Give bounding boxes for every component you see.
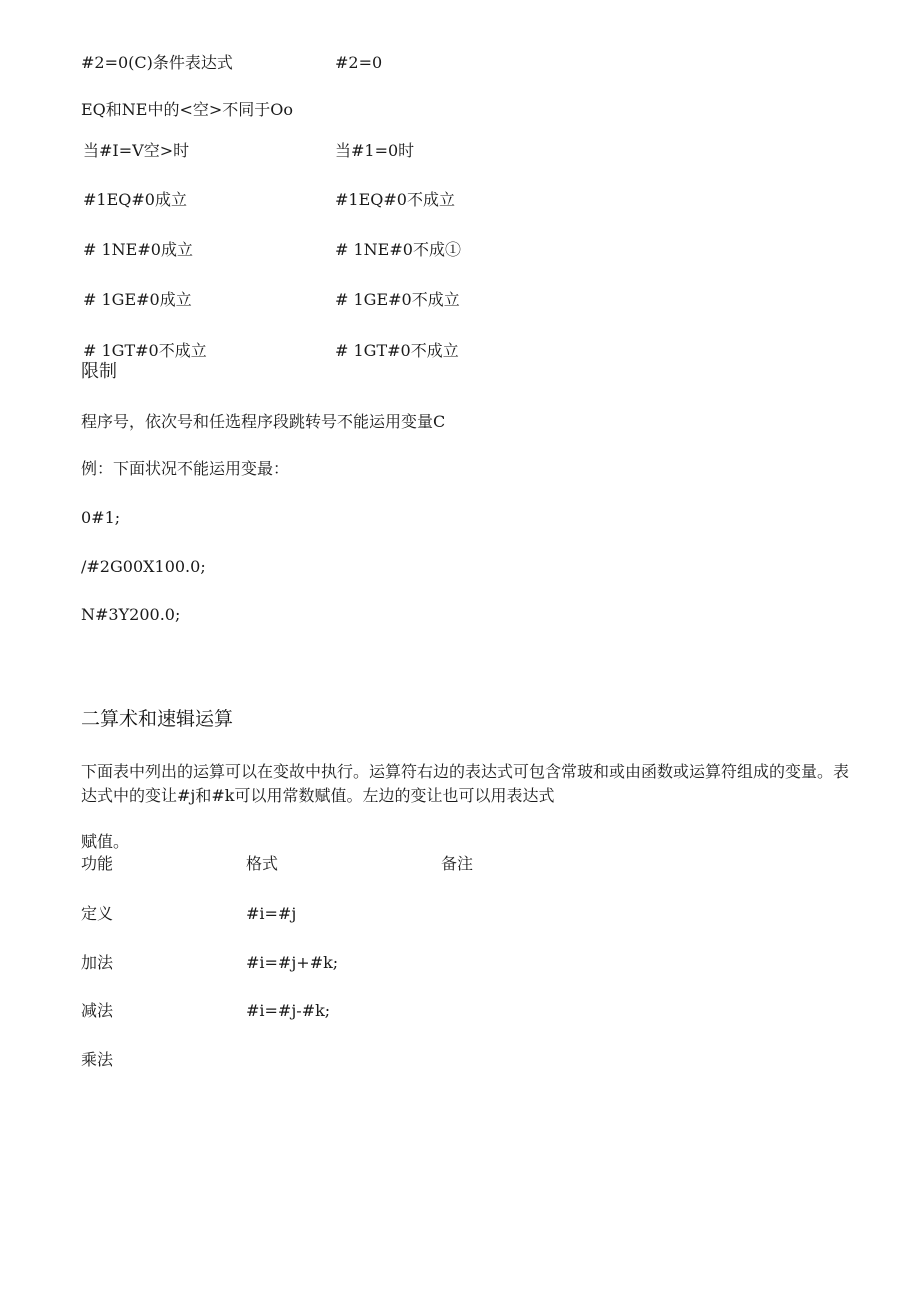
condition-row-left: # 1GT#0不成立 — [83, 341, 207, 360]
condition-row-right: # 1NE#0不成① — [335, 240, 461, 259]
section-heading: 二算术和速辑运算 — [81, 708, 234, 730]
code-line: /#2G00X100.0; — [81, 557, 206, 576]
table-cell-func: 定义 — [81, 904, 114, 923]
condition-row-left: #1EQ#0成立 — [83, 190, 187, 209]
table-cell-format: #i=#j-#k; — [246, 1001, 331, 1020]
condition-line1-left: #2=0(C)条件表达式 — [81, 53, 233, 72]
table-cell-func: 加法 — [81, 953, 114, 972]
table-header-func: 功能 — [81, 854, 114, 873]
condition-line1-right: #2=0 — [335, 53, 383, 72]
table-header-format: 格式 — [246, 854, 279, 873]
limit-desc: 程序号，依次号和任选程序段跳转号不能运用变量C — [81, 412, 446, 431]
condition-row-left: # 1GE#0成立 — [83, 290, 192, 309]
table-cell-format: #i=#j — [246, 904, 297, 923]
code-line: N#3Y200.0; — [81, 605, 181, 624]
condition-head-left: 当#I=V空>时 — [83, 141, 190, 160]
condition-row-right: # 1GT#0不成立 — [335, 341, 459, 360]
section-paragraph-end: 赋值。 — [81, 832, 130, 851]
condition-row-right: #1EQ#0不成立 — [335, 190, 455, 209]
limit-example-intro: 例：下面状况不能运用变最： — [81, 459, 290, 478]
table-header-note: 备注 — [441, 854, 474, 873]
limit-title: 限制 — [81, 361, 117, 382]
table-cell-format: #i=#j+#k; — [246, 953, 339, 972]
condition-row-left: # 1NE#0成立 — [83, 240, 193, 259]
section-paragraph: 下面表中列出的运算可以在变故中执行。运算符右边的表达式可包含常玻和或由函数或运算符组成的变量。表达式中的变让#j和#k可以用常数赋值。左边的变让也可以用表达式 — [81, 762, 850, 805]
table-cell-func: 减法 — [81, 1001, 114, 1020]
code-line: 0#1; — [81, 508, 121, 527]
table-cell-func: 乘法 — [81, 1050, 114, 1069]
condition-row-right: # 1GE#0不成立 — [335, 290, 460, 309]
condition-note: EQ和NE中的<空>不同于Oo — [81, 100, 294, 119]
condition-head-right: 当#1=0时 — [335, 141, 415, 160]
